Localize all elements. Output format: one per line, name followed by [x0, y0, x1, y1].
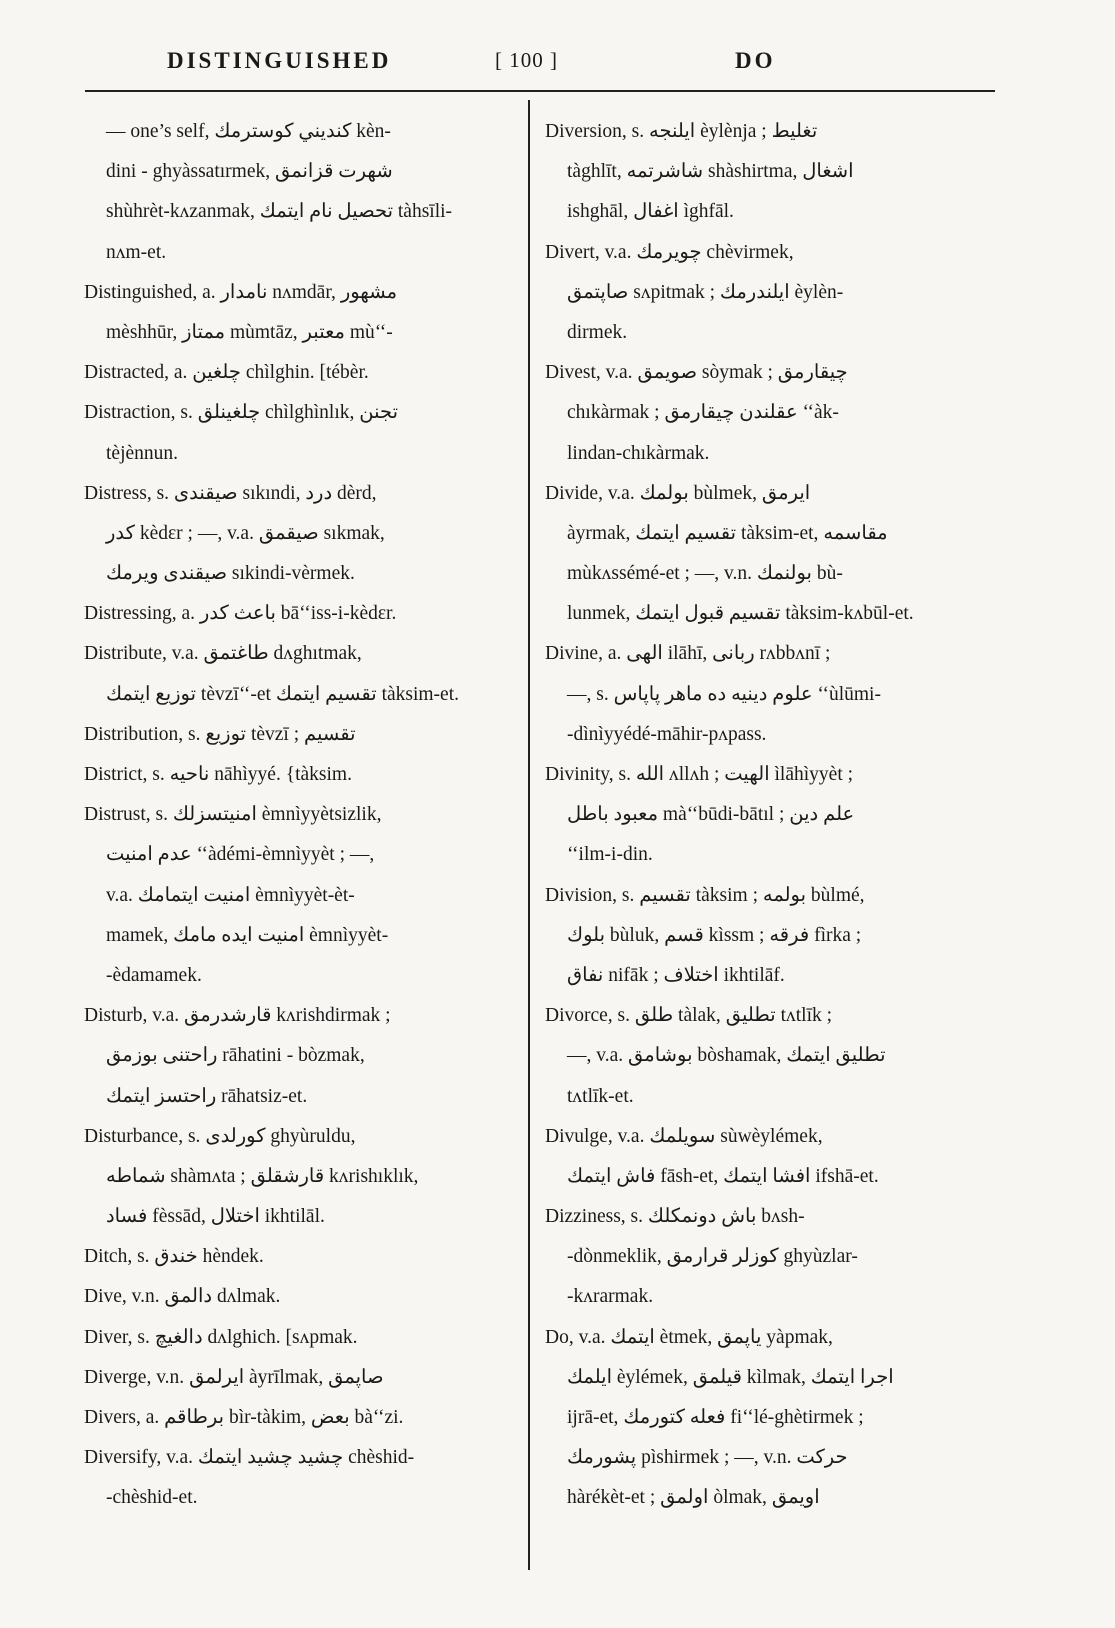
- entry-line: Divinity, s. الله ʌllʌh ; الهيت ìlāhìyyèt ;: [545, 764, 854, 785]
- entry-line: Distracted, a. چلغين chìlghin. [tébèr.: [84, 362, 369, 384]
- entry-line: Divest, v.a. صويمق sòymak ; چيقارمق: [545, 362, 848, 384]
- entry-line: hàrékèt-et ; اولمق òlmak, اويمق: [567, 1487, 820, 1509]
- entry-line: tèjènnun.: [106, 442, 179, 464]
- entry-line: Distribution, s. توزيع tèvzī ; تقسيم: [84, 723, 356, 745]
- entry-line: كدر kèdεr ; —, v.a. صيقمق sıkmak,: [106, 522, 385, 544]
- entry-line: فساد fèssād, اختلال ikhtilāl.: [106, 1206, 325, 1228]
- entry-line: dini - ghyàssatırmek, شهرت قزانمق: [106, 161, 393, 183]
- entry-line: ishghāl, اغفال ìghfāl.: [567, 201, 734, 223]
- entry-line: Divers, a. برطاقم bìr-tàkim, بعض bà‘‘zi.: [84, 1407, 404, 1428]
- entry-line: فاش ايتمك fāsh-et, افشا ايتمك ifshā-et.: [567, 1165, 879, 1187]
- entry-line: عدم امنيت ‘‘àdémi-èmnìyyèt ; —,: [106, 844, 375, 866]
- entry-line: راحتسز ايتمك rāhatsiz-et.: [106, 1085, 308, 1107]
- right-column: [545, 112, 965, 1519]
- entry-line: nʌm-et.: [106, 241, 167, 263]
- entry-line: lindan-chıkàrmak.: [567, 442, 710, 464]
- entry-line: Distress, s. صيقندى sıkındi, درد dèrd,: [84, 482, 377, 504]
- entry-line: Divert, v.a. چويرمك chèvirmek,: [545, 241, 794, 263]
- entry-line: Dive, v.n. دالمق dʌlmak.: [84, 1286, 281, 1308]
- entry-line: -kʌrarmak.: [567, 1286, 654, 1308]
- running-header: [85, 48, 995, 84]
- entry-line: راحتنى بوزمق rāhatini - bòzmak,: [106, 1045, 365, 1067]
- entry-line: Diversion, s. ايلنجه èylènja ; تغليط: [545, 121, 818, 142]
- column-divider: [528, 100, 530, 1570]
- entry-line: Diverge, v.n. ايرلمق àyrīlmak, صاپمق: [84, 1366, 384, 1388]
- entry-line: Diversify, v.a. چشيد چشيد ايتمك chèshid-: [84, 1447, 415, 1469]
- page-number: [ 100 ]: [495, 48, 558, 72]
- header-guide-word-left: DISTINGUISHED: [167, 48, 392, 73]
- entry-line: -èdamamek.: [106, 964, 202, 986]
- entry-line: —, s. علوم دينيه ده ماهر پاپاس ‘‘ùlūmi-: [567, 683, 881, 705]
- entry-line: -dìnìyyédé-māhir-pʌpass.: [567, 723, 767, 745]
- entry-line: chıkàrmak ; عقلندن چيقارمق ‘‘àk-: [567, 402, 839, 424]
- entry-line: معبود باطل mà‘‘būdi-bātıl ; علم دين: [567, 804, 855, 826]
- entry-line: ijrā-et, فعله كتورمك fi‘‘lé-ghètirmek ;: [567, 1407, 864, 1428]
- entry-line: نفاق nifāk ; اختلاف ikhtilāf.: [567, 964, 785, 986]
- entry-line: tàghlīt, شاشرتمه shàshirtma, اشغال: [567, 161, 854, 183]
- entry-line: Distrust, s. امنيتسزلك èmnìyyètsizlik,: [84, 804, 382, 826]
- entry-line: صيقندى ويرمك sıkindi-vèrmek.: [106, 563, 355, 585]
- entry-line: شماطه shàmʌta ; قارشقلق kʌrishıklık,: [106, 1165, 419, 1187]
- entry-line: Distinguished, a. نامدار nʌmdār, مشهور: [84, 281, 398, 303]
- entry-line: Divide, v.a. بولمك bùlmek, ايرمق: [545, 482, 811, 504]
- entry-line: Distressing, a. باعث كدر bā‘‘iss-i-kèdεr.: [84, 603, 397, 625]
- entry-line: ‘‘ilm-i-din.: [567, 844, 653, 866]
- entry-line: Divorce, s. طلق tàlak, تطليق tʌtlīk ;: [545, 1005, 833, 1027]
- entry-line: mamek, امنيت ايده مامك èmnìyyèt-: [106, 924, 389, 946]
- entry-line: Ditch, s. خندق hèndek.: [84, 1246, 264, 1268]
- header-rule: [85, 90, 995, 92]
- entry-line: àyrmak, تقسيم ايتمك tàksim-et, مقاسمه: [567, 522, 888, 544]
- entry-line: پشورمك pìshirmek ; —, v.n. حركت: [567, 1447, 848, 1469]
- entry-line: Disturb, v.a. قارشدرمق kʌrishdirmak ;: [84, 1005, 391, 1027]
- entry-line: Division, s. تقسيم tàksim ; بولمه bùlmé,: [545, 884, 865, 906]
- entry-line: Do, v.a. ايتمك ètmek, ياپمق yàpmak,: [545, 1326, 833, 1348]
- entry-line: lunmek, تقسيم قبول ايتمك tàksim-kʌbūl-et.: [567, 603, 914, 625]
- header-guide-word-right: DO: [735, 48, 776, 73]
- entry-line: -dònmeklik, كوزلر قرارمق ghyùzlar-: [567, 1246, 858, 1268]
- entry-line: —, v.a. بوشامق bòshamak, تطليق ايتمك: [567, 1045, 886, 1067]
- entry-line: بلوك bùluk, قسم kìssm ; فرقه fìrka ;: [567, 924, 862, 946]
- entry-line: -chèshid-et.: [106, 1487, 198, 1509]
- entry-line: Disturbance, s. كورلدى ghyùruldu,: [84, 1125, 356, 1147]
- entry-line: Divine, a. الهى ilāhī, ربانى rʌbbʌnī ;: [545, 643, 831, 665]
- entry-line: shùhrèt-kʌzanmak, تحصيل نام ايتمك tàhsīli-: [106, 201, 453, 223]
- entry-line: توزيع ايتمك tèvzī‘‘-et تقسيم ايتمك tàksim-et.: [106, 683, 460, 705]
- entry-line: ايلمك èylémek, قيلمق kìlmak, اجرا ايتمك: [567, 1366, 894, 1388]
- entry-line: Diver, s. دالغيچ dʌlghich. [sʌpmak.: [84, 1326, 358, 1348]
- entry-line: dirmek.: [567, 321, 628, 343]
- entry-line: Divulge, v.a. سويلمك sùwèylémek,: [545, 1125, 823, 1147]
- entry-line: Distraction, s. چلغينلق chìlghìnlık, تجنن: [84, 402, 399, 424]
- entry-line: tʌtlīk-et.: [567, 1085, 634, 1107]
- entry-line: v.a. امنيت ايتمامك èmnìyyèt-èt-: [106, 884, 355, 906]
- entry-line: mùkʌssémé-et ; —, v.n. بولنمك bù-: [567, 563, 843, 585]
- entry-line: Dizziness, s. باش دونمكلك bʌsh-: [545, 1206, 805, 1228]
- left-column: [84, 112, 504, 1519]
- entry-line: mèshhūr, ممتاز mùmtāz, معتبر mù‘‘-: [106, 321, 393, 343]
- entry-line: — one’s self, كنديني كوسترمك kèn-: [106, 121, 391, 142]
- entry-line: صاپتمق sʌpitmak ; ايلندرمك èylèn-: [567, 281, 844, 303]
- entry-line: District, s. ناحيه nāhìyyé. {tàksim.: [84, 764, 352, 785]
- entry-line: Distribute, v.a. طاغتمق dʌghıtmak,: [84, 643, 362, 665]
